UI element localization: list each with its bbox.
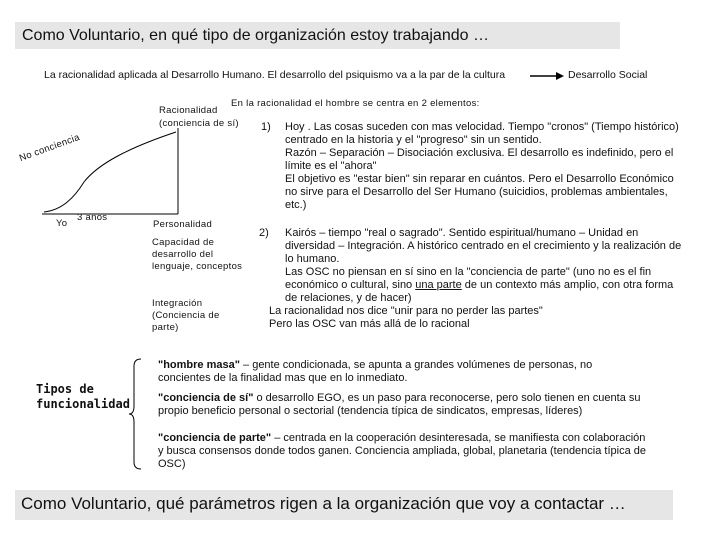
x-label-mark: 3 años bbox=[77, 212, 108, 223]
elements-heading: En la racionalidad el hombre se centra en 2 elementos: bbox=[231, 98, 480, 109]
point-2-text: Kairós – tiempo "real o sagrado". Sentido espiritual/humano – Unidad en diversidad – Integración. A histórico centrado en el crecimiento y la realización de lo humano. Las OSC no piensan en sí sino en la "conciencia de parte" (uno no es el fin económico o cultural, sino una parte de un contexto más amplio, con otra forma de relaciones, y de hacer) bbox=[285, 227, 682, 304]
stage-capacidad: Capacidad de desarrollo del lenguaje, conceptos bbox=[152, 237, 243, 272]
summary-1: La racionalidad nos dice "unir para no perder las partes" bbox=[269, 305, 543, 317]
point-1-number: 1) bbox=[261, 121, 271, 133]
graph-y-label-1: Racionalidad bbox=[159, 105, 218, 116]
x-label-start: Yo bbox=[56, 218, 68, 229]
footer-question: Como Voluntario, qué parámetros rigen a la organización que voy a contactar … bbox=[21, 494, 626, 513]
stage-integracion: Integración (Conciencia de parte) bbox=[152, 298, 220, 333]
stage-personalidad: Personalidad bbox=[153, 219, 213, 230]
underlined-phrase: una parte bbox=[415, 279, 462, 291]
arrow-right-icon bbox=[530, 71, 564, 81]
intro-target: Desarrollo Social bbox=[568, 69, 648, 81]
point-1-text: Hoy . Las cosas suceden con mas velocidad. Tiempo "cronos" (Tiempo histórico) centrado en la historia y el "progreso" sin un sentido. Razón – Separación – Disociación exclusiva. El desarrollo es indefinido, pero el límite es el "ahora" El objetivo es "estar bien" sin reparar en cuántos. Pero el Desarrollo Económico no sirve para el Desarrollo del Ser Humano (suicidios, problemas ambientales, etc.) bbox=[285, 121, 679, 211]
type-conciencia-de-si: "conciencia de sí" o desarrollo EGO, es un paso para reconocerse, pero solo tienen en cuenta su propio beneficio personal o sectorial (tendencia típica de sindicatos, empresas, líderes) bbox=[158, 392, 641, 417]
graph-y-label-2: (conciencia de sí) bbox=[159, 118, 239, 129]
curve-label: No conciencia bbox=[17, 131, 82, 165]
brace-icon bbox=[128, 358, 142, 470]
type-conciencia-de-parte: "conciencia de parte" – centrada en la cooperación desinteresada, se manifiesta con colaboración y busca consensos donde todos ganen. Conciencia ampliada, global, planetaria (tendencia típica de OSC) bbox=[158, 432, 646, 470]
tipos-label: Tipos de funcionalidad bbox=[36, 382, 130, 411]
point-2-number: 2) bbox=[259, 227, 269, 239]
summary-2: Pero las OSC van más allá de lo racional bbox=[269, 318, 470, 330]
slide-title: Como Voluntario, en qué tipo de organización estoy trabajando … bbox=[22, 27, 489, 44]
type-hombre-masa: "hombre masa" – gente condicionada, se apunta a grandes volúmenes de personas, no concientes de la finalidad mas que en lo inmediato. bbox=[158, 359, 593, 384]
rationality-curve-graph bbox=[40, 118, 180, 218]
intro-text: La racionalidad aplicada al Desarrollo Humano. El desarrollo del psiquismo va a la par de la cultura bbox=[44, 69, 506, 81]
